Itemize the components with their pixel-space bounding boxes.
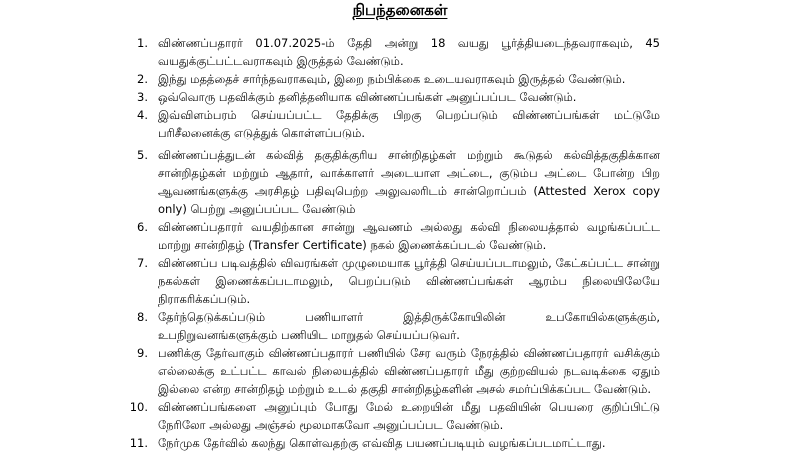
list-item [0,106,800,146]
item-text: விண்ணப்பத்துடன் கல்வித் தகுதிக்குரிய சான்றிதழ்கள் மற்றும் கூடுதல் கல்வித்தகுதிக்கான சான்றிதழ்கள் மற்றும் ஆதார், வாக்காளர் அடையாள அட்டை, குடும்ப அட்டை போன்ற பிற ஆவணங்களுக்கு அரசிதழ் பதிவுபெற்ற அலுவலரிடம் சான்றொப்பம் (Attested Xerox copy only) பெற்று அனுப்பப்பட வேண்டும் [158,148,660,216]
item-number: 9. [137,346,148,360]
item-number: 1. [137,36,148,50]
list-item [0,344,800,398]
item-number: 7. [137,256,148,270]
list-item [0,88,800,106]
list-item [0,70,800,88]
list-item [0,308,800,344]
item-text: விண்ணப்ப படிவத்தில் விவரங்கள் முழுமையாக பூர்த்தி செய்யப்படாமலும், கேட்கப்பட்ட சான்று நகல்கள் இணைக்கப்படாமலும், பெறப்படும் விண்ணப்பங்கள் ஆரம்ப நிலையிலேயே நிராகரிக்கப்படும். [158,256,660,306]
item-text: ஒவ்வொரு பதவிக்கும் தனித்தனியாக விண்ணப்பங்கள் அனுப்பப்பட வேண்டும். [158,90,577,104]
item-number: 5. [137,148,148,162]
list-item [0,146,800,218]
item-number: 10. [129,400,148,414]
item-text: விண்ணப்பதாரர் வயதிற்கான சான்று ஆவணம் அல்லது கல்வி நிலையத்தால் வழங்கப்பட்ட மாற்று சான்றிதழ் (Transfer Certificate) நகல் இணைக்கப்படல் வேண்டும். [158,220,660,252]
item-text: தேர்ந்தெடுக்கப்படும் பணியாளர் இத்திருக்கோயிலின் உபகோயில்களுக்கும், உபநிறுவனங்களுக்கும் பணியிட மாறுதல் செய்யப்படுவர். [158,310,660,342]
item-number: 3. [137,90,148,104]
item-text: விண்ணப்பங்களை அனுப்பும் போது மேல் உறையின் மீது பதவியின் பெயரை குறிப்பிட்டு நேரிலோ அல்லது அஞ்சல் மூலமாகவோ அனுப்பப்பட வேண்டும். [158,400,660,432]
item-number: 8. [137,310,148,324]
item-text: இந்து மதத்தைச் சார்ந்தவராகவும், இறை நம்பிக்கை உடையவராகவும் இருத்தல் வேண்டும். [158,72,626,86]
item-text: இவ்விளம்பரம் செய்யப்பட்ட தேதிக்கு பிறகு பெறப்படும் விண்ணப்பங்கள் மட்டுமே பரிசீலனைக்கு எடுத்துக் கொள்ளப்படும். [158,108,660,140]
item-text: பணிக்கு தேர்வாகும் விண்ணப்பதாரர் பணியில் சேர வரும் நேரத்தில் விண்ணப்பதாரர் வசிக்கும் எல்லைக்கு உட்பட்ட காவல் நிலையத்தில் விண்ணப்பதாரர் மீது குற்றவியல் நடவடிக்கை ஏதும் இல்லை என்ற சான்றிதழ் மற்றும் உடல் தகுதி சான்றிதழ்களின் அசல் சமர்ப்பிக்கப்பட வேண்டும். [158,346,660,396]
list-item [0,34,800,70]
item-text: விண்ணப்பதாரர் 01.07.2025-ம் தேதி அன்று 18 வயது பூர்த்தியடைந்தவராகவும், 45 வயதுக்குட்பட்டவராகவும் இருத்தல் வேண்டும். [158,36,660,68]
list-item [0,254,800,308]
list-item [0,218,800,254]
list-item [0,434,800,452]
item-text: நேர்முக தேர்வில் கலந்து கொள்வதற்கு எவ்வித பயணப்படியும் வழங்கப்படமாட்டாது. [158,436,606,450]
item-number: 11. [129,436,148,450]
page-title: நிபந்தனைகள் [352,1,448,19]
item-number: 2. [137,72,148,86]
item-number: 4. [137,108,148,122]
conditions-list [0,34,800,452]
list-item [0,398,800,434]
item-number: 6. [137,220,148,234]
